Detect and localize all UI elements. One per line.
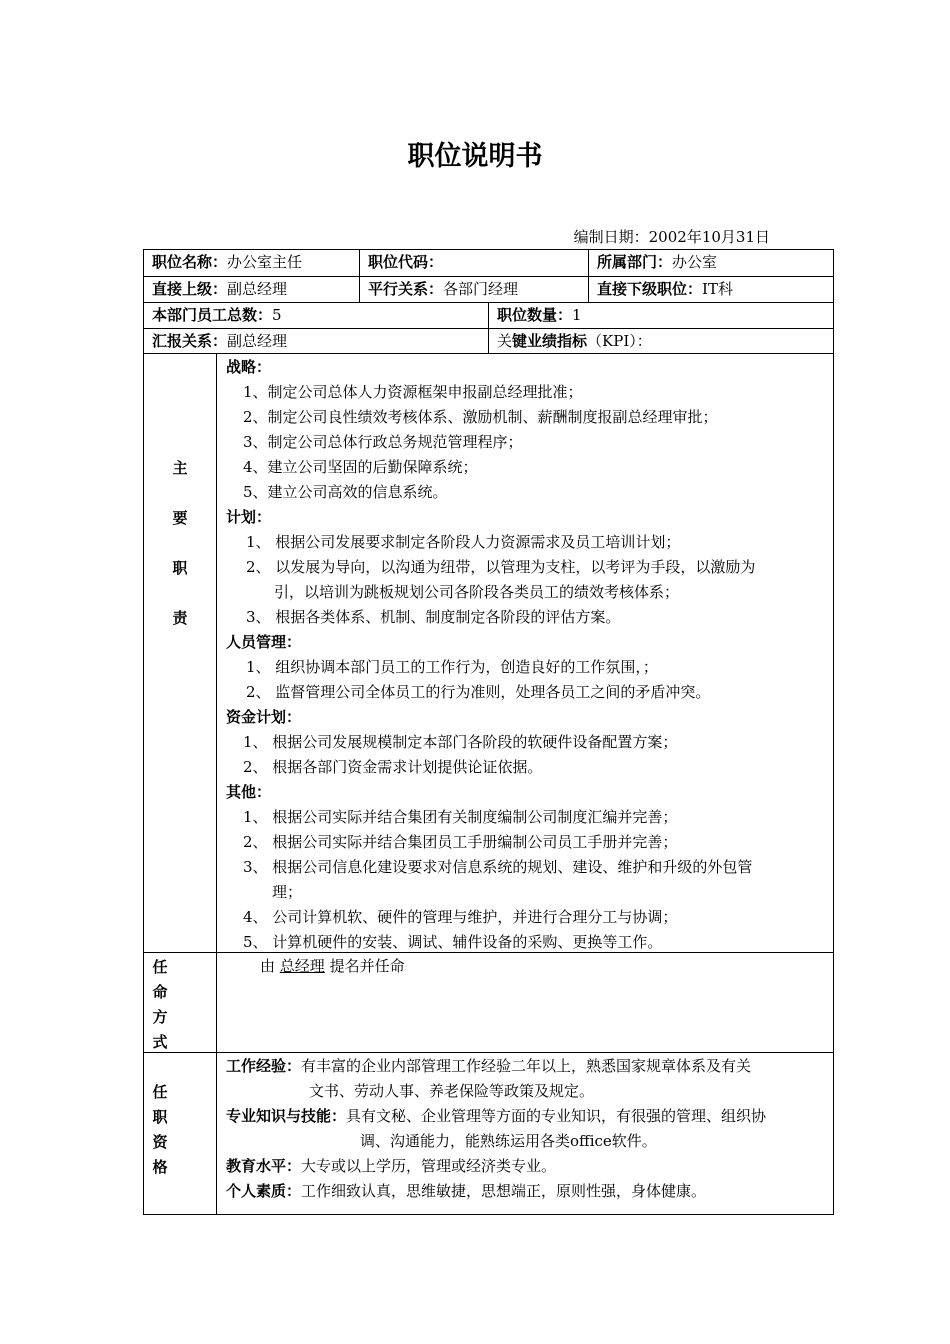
direct-superior-value: 副总经理 [227, 280, 288, 298]
staff-heading: 人员管理： [226, 633, 302, 651]
page-title: 职位说明书 [407, 141, 543, 172]
row-position-name [143, 250, 359, 274]
row-parallel [359, 277, 588, 301]
strategy-item: 1、制定公司总体人力资源框架申报副总经理批准； [243, 383, 583, 401]
staff-total-label: 本部门员工总数： [152, 306, 273, 324]
strategy-heading: 战略： [226, 358, 272, 376]
personal-quality [226, 1179, 706, 1203]
other-item-cont: 理； [272, 883, 303, 901]
skills-cont: 调、沟通能力，能熟练运用各类office软件。 [360, 1132, 657, 1150]
parallel-value: 各部门经理 [443, 280, 519, 298]
kpi-label-suffix: （KPI）： [587, 332, 652, 350]
strategy-item: 5、建立公司高效的信息系统。 [243, 483, 448, 501]
position-name-label: 职位名称： [152, 253, 228, 271]
work-experience [226, 1054, 751, 1078]
strategy-item: 2、制定公司良性绩效考核体系、激励机制、薪酬制度报副总经理审批； [243, 408, 718, 426]
duties-side-3: 职 [172, 559, 188, 577]
other-heading: 其他： [226, 783, 272, 801]
staff-item: 2、 监督管理公司全体员工的行为准则，处理各员工之间的矛盾冲突。 [246, 683, 711, 701]
parallel-label: 平行关系： [368, 280, 444, 298]
appoint-side-4: 式 [152, 1033, 168, 1051]
row-position-code [359, 250, 588, 274]
personal-quality-label: 个人素质： [226, 1182, 302, 1200]
report-value: 副总经理 [227, 332, 288, 350]
fund-item: 1、 根据公司发展规模制定本部门各阶段的软硬件设备配置方案； [243, 733, 678, 751]
kpi-label: 键业绩指标 [512, 332, 588, 350]
compile-date: 编制日期：2002年10月31日 [573, 228, 770, 246]
other-item: 4、 公司计算机软、硬件的管理与维护，并进行合理分工与协调； [243, 908, 678, 926]
qual-side-2: 职 [152, 1108, 168, 1126]
subordinate-label: 直接下级职位： [597, 280, 703, 298]
appoint-side-3: 方 [152, 1008, 168, 1026]
appoint-side-1: 任 [152, 958, 168, 976]
subordinate-value: IT科 [702, 280, 733, 298]
staff-item: 1、 组织协调本部门员工的工作行为，创造良好的工作氛围，； [246, 658, 658, 676]
plan-item: 2、 以发展为导向，以沟通为纽带，以管理为支柱，以考评为手段，以激励为 [246, 558, 756, 576]
strategy-item: 3、制定公司总体行政总务规范管理程序； [243, 433, 523, 451]
report-label: 汇报关系： [152, 332, 228, 350]
direct-superior-label: 直接上级： [152, 280, 228, 298]
qual-side-4: 格 [152, 1158, 168, 1176]
row-subordinate [588, 277, 834, 301]
position-code-label: 职位代码： [368, 253, 444, 271]
other-item: 5、 计算机硬件的安装、调试、辅件设备的采购、更换等工作。 [243, 933, 663, 951]
staff-total-value: 5 [272, 306, 282, 324]
work-experience-value: 有丰富的企业内部管理工作经验二年以上，熟悉国家规章体系及有关 [301, 1057, 752, 1075]
work-experience-label: 工作经验： [226, 1057, 302, 1075]
work-experience-cont: 文书、劳动人事、养老保险等政策及规定。 [309, 1082, 595, 1100]
other-item: 2、 根据公司实际并结合集团员工手册编制公司员工手册并完善； [243, 833, 678, 851]
fund-heading: 资金计划： [226, 708, 302, 726]
row-department [588, 250, 834, 274]
qual-side-3: 资 [152, 1133, 168, 1151]
duties-side-1: 主 [172, 459, 188, 477]
appoint-pre: 由 [260, 957, 276, 975]
skills-value: 具有文秘、企业管理等方面的专业知识，有很强的管理、组织协 [346, 1107, 767, 1125]
education-value: 大专或以上学历，管理或经济类专业。 [301, 1157, 557, 1175]
row-position-count [488, 303, 834, 327]
row-staff-total [143, 303, 488, 327]
skills-label: 专业知识与技能： [226, 1107, 347, 1125]
plan-item-cont: 引，以培训为跳板规划公司各阶段各类员工的绩效考核体系； [274, 583, 680, 601]
appointment-method [260, 954, 405, 978]
fund-item: 2、 根据各部门资金需求计划提供论证依据。 [243, 758, 543, 776]
other-item: 1、 根据公司实际并结合集团有关制度编制公司制度汇编并完善； [243, 808, 678, 826]
appoint-side-2: 命 [152, 983, 168, 1001]
other-item: 3、 根据公司信息化建设要求对信息系统的规划、建设、维护和升级的外包管 [243, 858, 753, 876]
row-direct-superior [143, 277, 359, 301]
duties-side-2: 要 [172, 509, 188, 527]
education-label: 教育水平： [226, 1157, 302, 1175]
education [226, 1154, 556, 1178]
appoint-post: 提名并任命 [329, 957, 405, 975]
duties-side-4: 责 [172, 609, 188, 627]
appoint-who: 总经理 [279, 957, 325, 975]
plan-heading: 计划： [226, 508, 272, 526]
strategy-item: 4、建立公司坚固的后勤保障系统； [243, 458, 478, 476]
plan-item: 3、 根据各类体系、机制、制度制定各阶段的评估方案。 [246, 608, 621, 626]
position-count-label: 职位数量： [497, 306, 573, 324]
position-count-value: 1 [572, 306, 582, 324]
qual-side-1: 任 [152, 1083, 168, 1101]
department-label: 所属部门： [597, 253, 673, 271]
personal-quality-value: 工作细致认真，思维敏捷，思想端正，原则性强，身体健康。 [301, 1182, 707, 1200]
kpi-label-prefix: 关 [497, 332, 513, 350]
position-name-value: 办公室主任 [227, 253, 303, 271]
department-value: 办公室 [672, 253, 718, 271]
row-kpi [488, 329, 834, 353]
row-report [143, 329, 488, 353]
skills [226, 1104, 766, 1128]
plan-item: 1、 根据公司发展要求制定各阶段人力资源需求及员工培训计划； [246, 533, 681, 551]
